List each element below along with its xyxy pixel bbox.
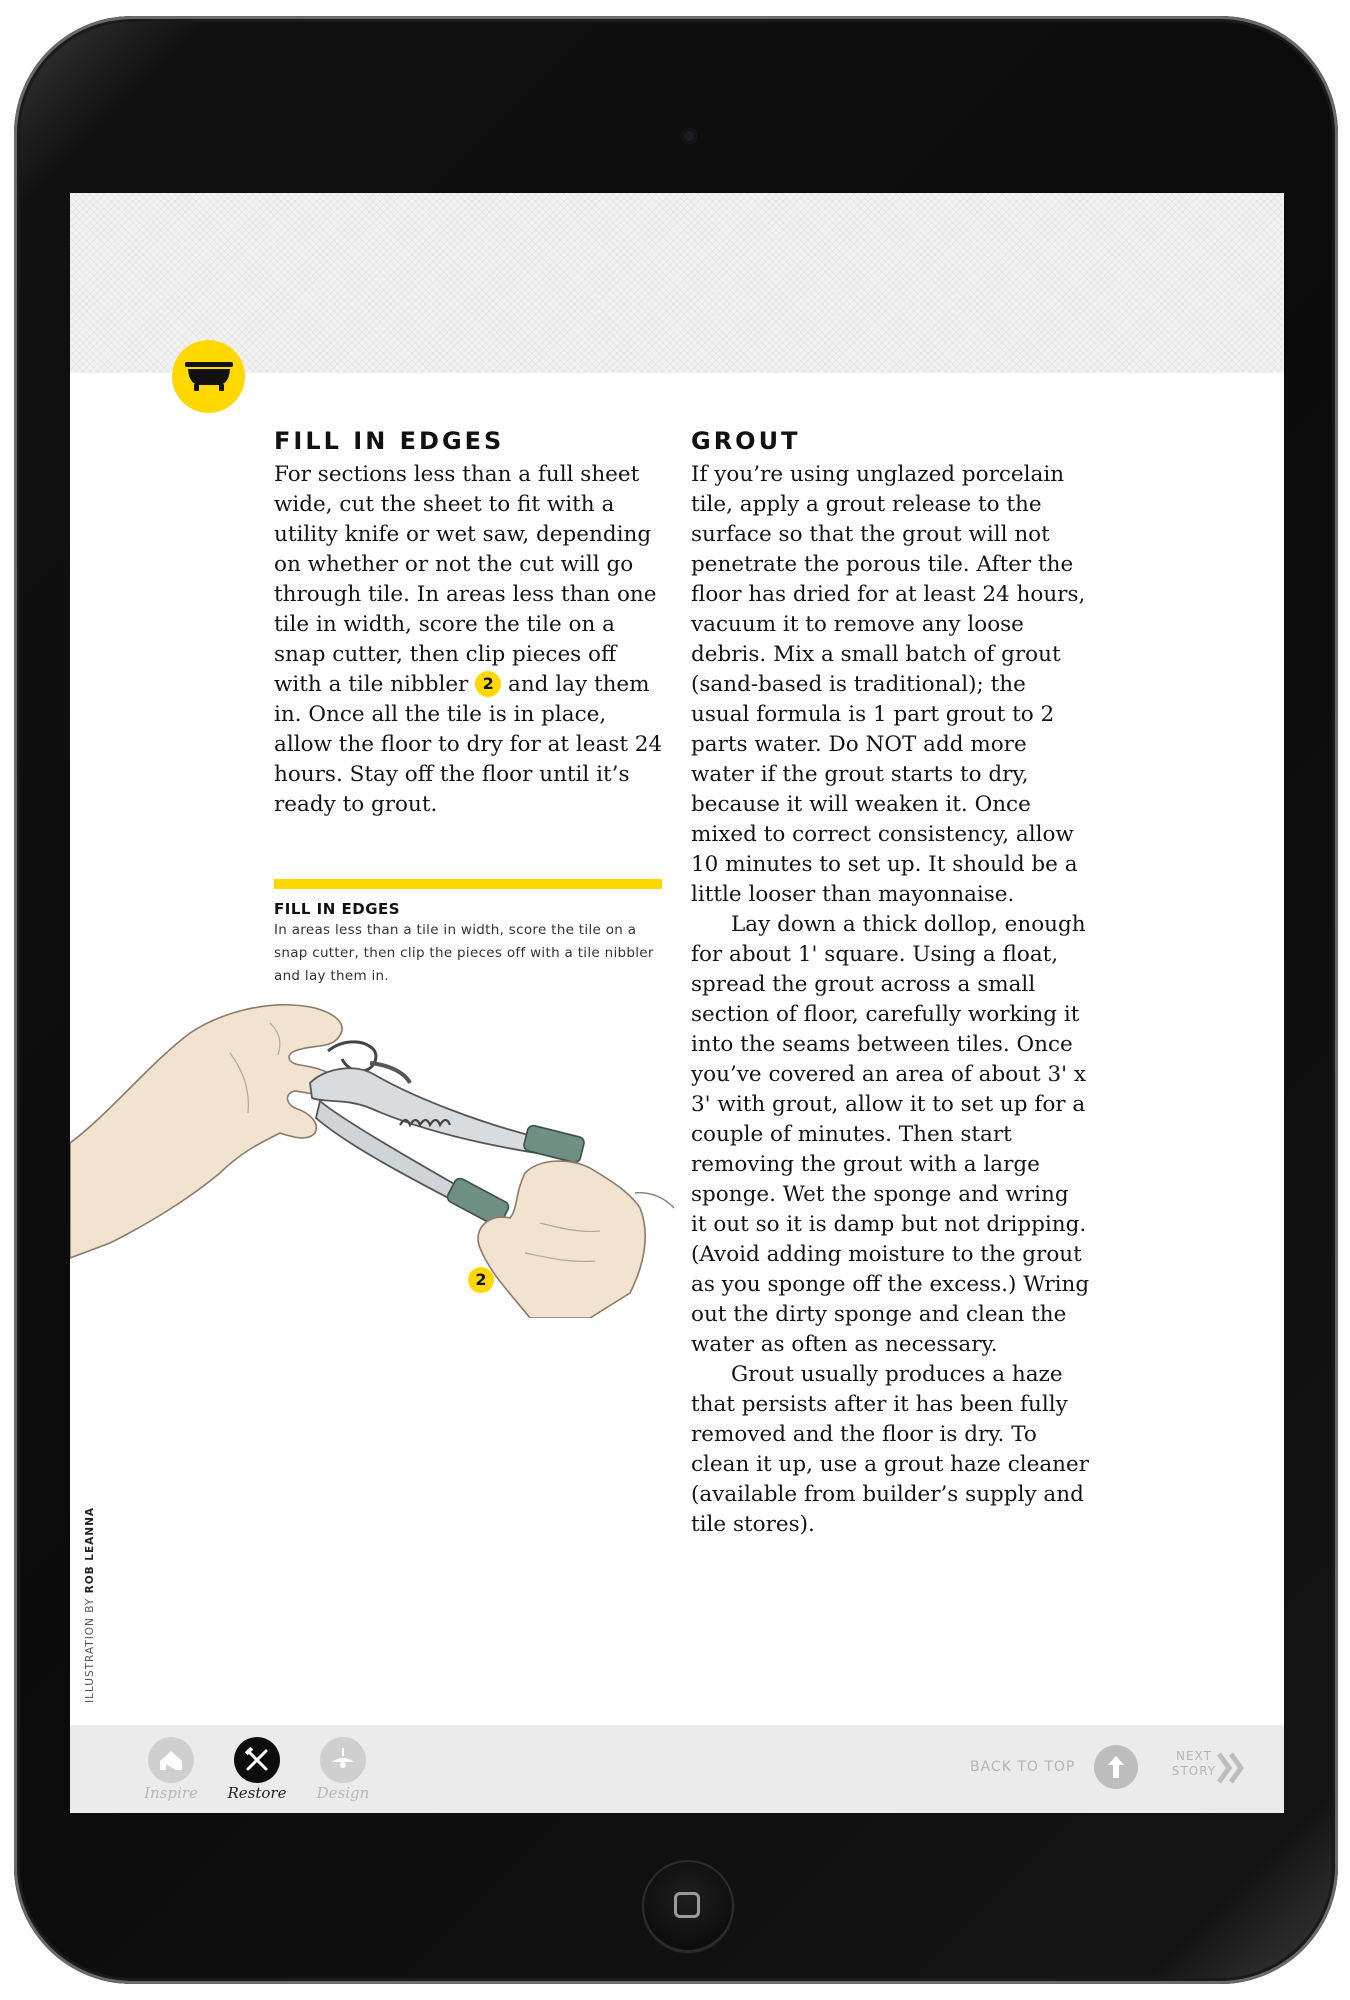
nav-inspire[interactable]: [131, 1737, 211, 1802]
credit-prefix: ILLUSTRATION BY: [84, 1593, 96, 1703]
bathtub-icon: [185, 362, 233, 392]
fill-in-edges-body: [274, 460, 669, 820]
grout-paragraph-3: Grout usually produces a haze that persists after it has been fully removed and the floor is dry. To clean it up, use a grout haze cleaner (available from builder’s supply and tile stores).: [691, 1362, 1090, 1537]
nav-design[interactable]: [303, 1737, 383, 1802]
home-button[interactable]: [642, 1860, 734, 1952]
house-icon: [157, 1746, 185, 1774]
grout-paragraph-1: If you’re using unglazed porcelain tile, apply a grout release to the surface so that the grout will not penetrate the porous tile. After the floor has dried for at least 24 hours, vacuum it to remove any loose debris. Mix a small batch of grout (sand-based is traditional); the usual formula is 1 part grout to 2 parts water. Do NOT add more water if the grout starts to dry, because it will weaken it. Once mixed to correct consistency, allow 10 minutes to set up. It should be a little looser than mayonnaise.: [691, 462, 1086, 907]
caption-text: In areas less than a tile in width, score the tile on a snap cutter, then clip the pieces off with a tile nibbler and lay them in.: [274, 922, 654, 984]
tile-nibbler-illustration: [70, 993, 674, 1318]
front-camera: [682, 129, 696, 143]
left-column: [274, 425, 669, 820]
back-to-top-label[interactable]: BACK TO TOP: [970, 1759, 1076, 1775]
inspire-circle: [148, 1737, 194, 1783]
right-column: [691, 425, 1091, 1540]
illustration-credit: [84, 1463, 102, 1703]
next-story-line2: STORY: [1171, 1764, 1217, 1778]
design-circle: [320, 1737, 366, 1783]
header-pattern-band: [70, 193, 1284, 373]
caption-rule: [274, 879, 662, 889]
double-chevron-right-icon[interactable]: [1216, 1751, 1246, 1785]
tools-icon: [243, 1746, 271, 1774]
app-screen: [70, 193, 1284, 1813]
nav-restore[interactable]: [217, 1737, 297, 1802]
lamp-icon: [329, 1746, 357, 1774]
restore-circle: [234, 1737, 280, 1783]
back-to-top-button[interactable]: [1094, 1745, 1138, 1789]
fill-in-edges-heading: FILL IN EDGES: [274, 427, 505, 455]
step-marker: 2: [475, 671, 501, 697]
grout-paragraph-2: Lay down a thick dollop, enough for about 1' square. Using a float, spread the grout across a small section of floor, carefully working it into the seams between tiles. Once you’ve covered an area of about 3' x 3' with grout, allow it to set up for a couple of minutes. Then start removing the grout with a large sponge. Wet the sponge and wring it out so it is damp but not dripping. (Avoid adding moisture to the grout as you sponge off the excess.) Wring out the dirty sponge and clean the water as often as necessary.: [691, 912, 1090, 1357]
next-story-link[interactable]: [1170, 1749, 1218, 1779]
arrow-up-icon: [1106, 1754, 1126, 1780]
grout-heading: GROUT: [691, 427, 801, 455]
illustration-caption: [274, 879, 664, 988]
illustration-step-marker: 2: [468, 1267, 494, 1293]
bathtub-section-badge: [172, 340, 245, 413]
credit-name: ROB LEANNA: [84, 1507, 96, 1594]
nav-restore-label: Restore: [227, 1784, 287, 1802]
bottom-nav-bar: [70, 1725, 1284, 1813]
body-part-1: For sections less than a full sheet wide, cut the sheet to fit with a utility knife or wet saw, depending on whether or not the cut will go through tile. In areas less than one tile in width, score the tile on a snap cutter, then clip pieces off with a tile nibbler: [274, 462, 657, 697]
nav-design-label: Design: [316, 1784, 370, 1802]
caption-title: FILL IN EDGES: [274, 900, 401, 918]
body-part-2: and lay them in. Once all the tile is in place, allow the floor to dry for at least 24 hours. Stay off the floor until it’s ready to grout.: [274, 672, 663, 817]
next-story-line1: NEXT: [1176, 1749, 1212, 1763]
home-square-icon: [674, 1892, 700, 1918]
nav-inspire-label: Inspire: [144, 1784, 198, 1802]
